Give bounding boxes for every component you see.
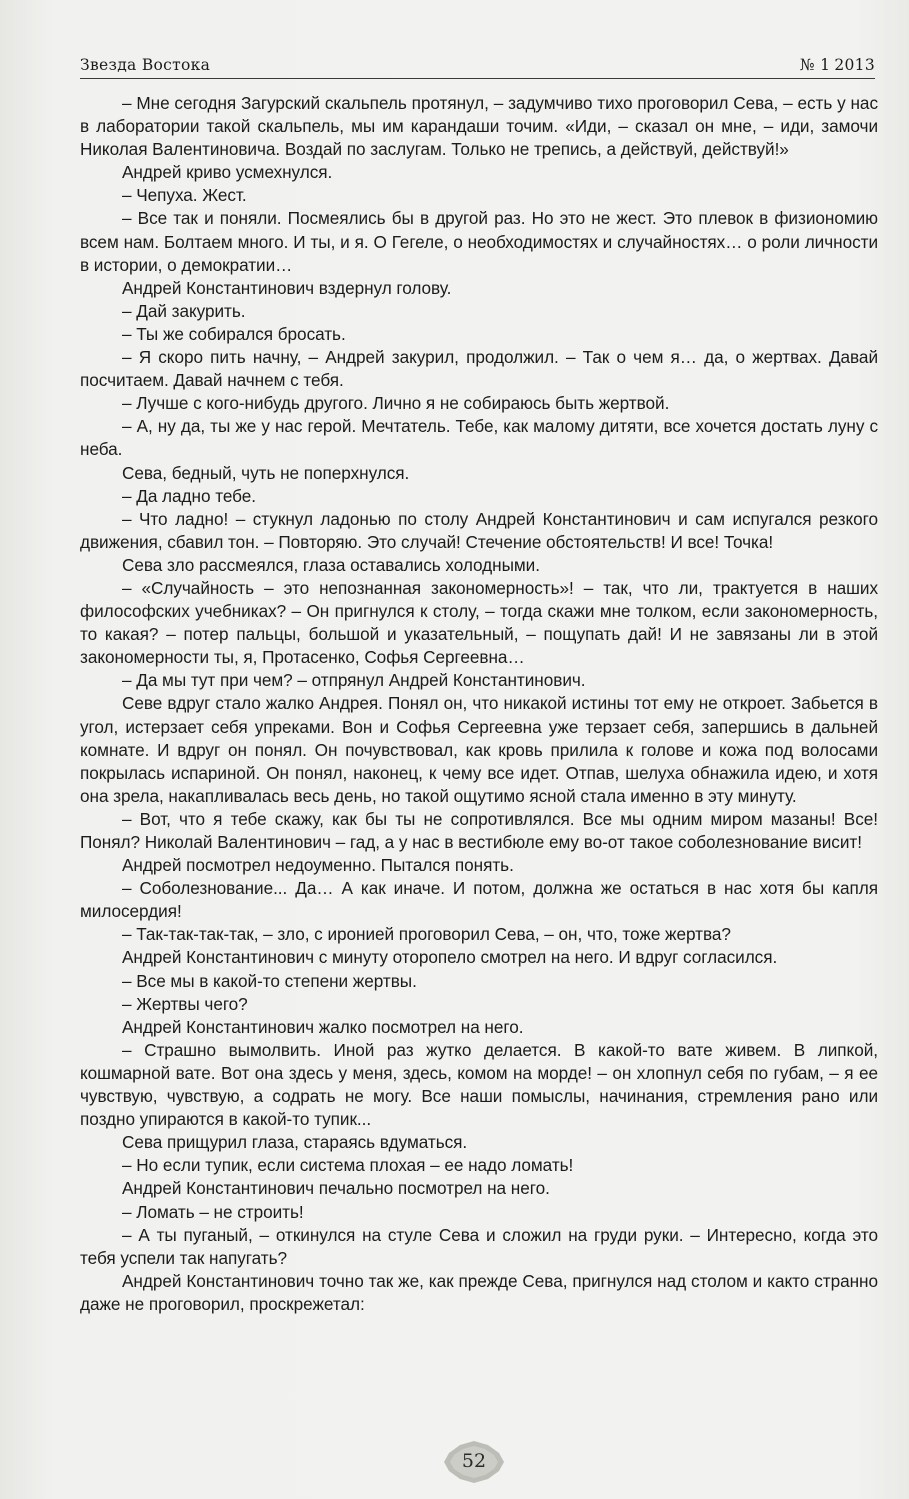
paragraph: – А, ну да, ты же у нас герой. Мечтатель. Тебе, как малому дитяти, все хочется достать луну с неба. <box>80 416 878 460</box>
paragraph: – Я скоро пить начну, – Андрей закурил, продолжил. – Так о чем я… да, о жертвах. Давай посчитаем. Давай начнем с тебя. <box>80 347 878 391</box>
page-number: 52 <box>461 1450 487 1472</box>
issue-year: 2013 <box>834 56 875 74</box>
paragraph: – Ломать – не строить! <box>122 1201 304 1222</box>
paragraph: – «Случайность – это непознанная закономерность»! – так, что ли, трактуется в наших философских учебниках? – Он пригнулся к столу, – тогда скажи мне толком, если закономерность, то какая? – потер пальцы, большой и указательный, – пощупать дай! И не завязаны ли в этой закономерности ты, я, Протасенко, Софья Сергеевна… <box>80 577 878 668</box>
paragraph: – Что ладно! – стукнул ладонью по столу Андрей Константинович и сам испугался резкого движения, сбавил тон. – Повторяю. Это случай! Стечение обстоятельств! И все! Точка! <box>80 508 878 552</box>
paragraph: – Все так и поняли. Посмеялись бы в другой раз. Но это не жест. Это плевок в физиономию всем нам. Болтаем много. И ты, и я. О Гегеле, о необходимостях и случайностях… о роли личности в истории, о демократии… <box>80 208 878 275</box>
body-text <box>80 92 878 1316</box>
paragraph: Андрей Константинович печально посмотрел на него. <box>122 1178 550 1199</box>
paragraph: – Соболезнование... Да… А как иначе. И потом, должна же остаться в нас хотя бы капля милосердия! <box>80 878 878 922</box>
running-header <box>80 52 875 79</box>
paragraph: – Да мы тут при чем? – отпрянул Андрей Константинович. <box>122 670 586 691</box>
paragraph: – Все мы в какой-то степени жертвы. <box>122 970 417 991</box>
paragraph: Андрей Константинович вздернул голову. <box>122 277 452 298</box>
paragraph: Андрей Константинович точно так же, как прежде Сева, пригнулся над столом и както странно даже не проговорил, проскрежетал: <box>80 1270 878 1314</box>
paragraph: – Ты же собирался бросать. <box>122 323 346 344</box>
paragraph: Андрей Константинович с минуту оторопело смотрел на него. И вдруг согласился. <box>122 947 778 968</box>
paragraph: – Жертвы чего? <box>122 993 248 1014</box>
issue-number: № 1 <box>799 56 831 74</box>
paragraph: – Но если тупик, если система плохая – ее надо ломать! <box>122 1155 574 1176</box>
paragraph: Андрей посмотрел недоуменно. Пытался понять. <box>122 855 514 876</box>
paragraph: – Лучше с кого-нибудь другого. Лично я не собираюсь быть жертвой. <box>122 393 670 414</box>
issue-info <box>796 56 875 74</box>
paragraph: – Дай закурить. <box>122 300 246 321</box>
paragraph: Андрей Константинович жалко посмотрел на него. <box>122 1016 524 1037</box>
paragraph: – Страшно вымолвить. Иной раз жутко делается. В какой-то вате живем. В липкой, кошмарной вате. Вот она здесь у меня, здесь, комом на морде! – он хлопнул себя по губам, – я ее чувствую, чувствую, а содрать не могу. Все наши помыслы, начинания, стремления рано или поздно упираются в какой-то тупик... <box>80 1039 878 1130</box>
paragraph: Сева прищурил глаза, стараясь вдуматься. <box>122 1132 468 1153</box>
paragraph: Севе вдруг стало жалко Андрея. Понял он, что никакой истины тот ему не откроет. Забьется в угол, истерзает себя упреками. Вон и Софья Сергеевна уже терзает себя, запершись в дальней комнате. И вдруг он понял. Он почувствовал, как кровь прилила к голове и кожа под волосами покрылась испариной. Он понял, наконец, к чему все идет. Отпав, шелуха обнажила идею, и хотя она зрела, накапливалась весь день, но такой ощутимо ясной стала именно в эту минуту. <box>80 693 878 806</box>
paragraph: – Мне сегодня Загурский скальпель протянул, – задумчиво тихо проговорил Сева, – есть у нас в лаборатории такой скальпель, мы им карандаши точим. «Иди, – сказал он мне, – иди, замочи Николая Валентиновича. Воздай по заслугам. Только не трепись, а действуй, действуй!» <box>80 93 878 160</box>
paragraph: Сева зло рассмеялся, глаза оставались холодными. <box>122 554 540 575</box>
paragraph: – Так-так-так-так, – зло, с иронией проговорил Сева, – он, что, тоже жертва? <box>122 924 731 945</box>
journal-title: Звезда Востока <box>80 56 211 74</box>
paragraph: Андрей криво усмехнулся. <box>122 162 333 183</box>
paragraph: – Да ладно тебе. <box>122 485 256 506</box>
paragraph: – Вот, что я тебе скажу, как бы ты не сопротивлялся. Все мы одним миром мазаны! Все! Понял? Николай Валентинович – гад, а у нас в вестибюле ему во-от такое соболезнование висит! <box>80 808 878 852</box>
paragraph: – А ты пуганый, – откинулся на стуле Сева и сложил на груди руки. – Интересно, когда это тебя успели так напугать? <box>80 1224 878 1268</box>
page-number-badge <box>443 1440 505 1484</box>
paragraph: – Чепуха. Жест. <box>122 185 247 206</box>
paragraph: Сева, бедный, чуть не поперхнулся. <box>122 462 410 483</box>
